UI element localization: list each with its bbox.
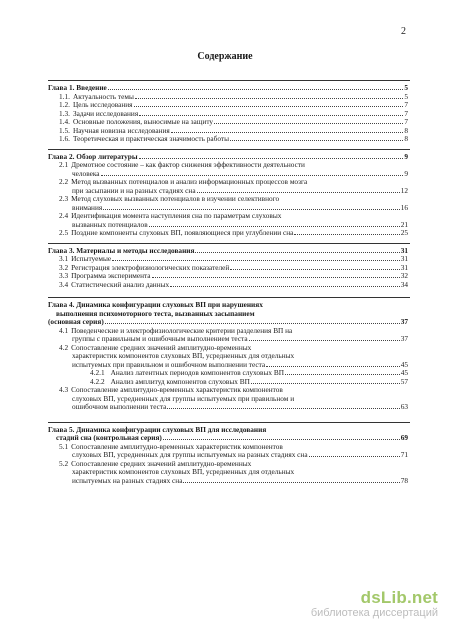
- item-page: 31: [400, 255, 408, 263]
- item-page: 45: [400, 369, 408, 377]
- item-number: 3.2: [59, 263, 69, 272]
- item-number: 5.1: [59, 442, 69, 451]
- table-of-contents: [48, 84, 408, 485]
- item-text: Анализ латентных периодов компонентов слуховых ВП: [110, 369, 285, 377]
- toc-chapter-4[interactable]: [48, 301, 408, 327]
- toc-item-3-2[interactable]: [48, 264, 408, 273]
- watermark: [311, 588, 438, 619]
- item-text-cont: испытуемых при правильном и ошибочном выполнении теста: [72, 360, 266, 369]
- item-text: Метод вызванных потенциалов и анализ информационных процессов мозга: [71, 178, 308, 186]
- item-page: 12: [400, 186, 408, 195]
- item-text: Статистический анализ данных: [71, 280, 170, 289]
- toc-item-3-3[interactable]: [48, 272, 408, 281]
- item-page: 71: [400, 451, 408, 459]
- item-text: Программа эксперимента: [71, 272, 151, 280]
- item-number: 3.1: [59, 255, 69, 263]
- item-page: 9: [404, 169, 408, 178]
- item-page: 5: [404, 92, 408, 101]
- chapter-4-label: Глава 4. Динамика конфигурации слуховых ВП при нарушениях: [48, 301, 263, 309]
- toc-item-4-2-2[interactable]: [48, 378, 408, 387]
- item-text: Сопоставление амплитудно-временных характеристик компонентов: [71, 442, 283, 451]
- toc-item-4-2[interactable]: [48, 344, 408, 370]
- toc-item-2-4[interactable]: [48, 212, 408, 229]
- item-number: 2.2: [59, 178, 69, 186]
- item-number: 4.2.1: [90, 369, 105, 377]
- toc-item-2-5[interactable]: [48, 229, 408, 238]
- toc-item-1-6[interactable]: [48, 135, 408, 144]
- chapter-separator-rule: [48, 149, 410, 150]
- item-number: 1.4.: [59, 118, 70, 126]
- chapter-separator-rule: [48, 422, 410, 423]
- item-page: 8: [404, 135, 408, 143]
- item-text: Задачи исследования: [72, 109, 139, 118]
- toc-item-5-2[interactable]: [48, 460, 408, 486]
- chapter-4-label-cont: выполнения психомоторного теста, вызванных засыпанием: [56, 309, 255, 318]
- item-number: 3.3: [59, 272, 69, 280]
- item-number: 2.4: [59, 212, 69, 220]
- item-text: Регистрация электрофизиологических показателей: [71, 263, 230, 272]
- toc-item-3-1[interactable]: [48, 255, 408, 264]
- item-text-cont: при засыпании и на разных стадиях сна: [72, 186, 196, 195]
- item-page: 7: [404, 101, 408, 109]
- toc-item-2-3[interactable]: [48, 195, 408, 212]
- item-page: 8: [404, 126, 408, 135]
- item-page: 78: [400, 476, 408, 485]
- item-page: 37: [400, 335, 408, 343]
- toc-item-4-3[interactable]: [48, 386, 408, 412]
- toc-item-4-1[interactable]: [48, 327, 408, 344]
- item-number: 1.5.: [59, 126, 70, 135]
- item-text: Испытуемые: [71, 255, 112, 263]
- item-page: 21: [400, 220, 408, 229]
- item-text-cont: группы с правильным и ошибочным выполнением теста: [72, 335, 248, 343]
- toc-chapter-5[interactable]: [48, 426, 408, 443]
- chapter-4-page: 37: [400, 318, 408, 326]
- watermark-subtitle: библиотека диссертаций: [310, 607, 438, 619]
- item-text: Сопоставление амплитудно-временных характеристик компонентов: [71, 386, 283, 394]
- toc-item-3-4[interactable]: [48, 281, 408, 290]
- item-text: Теоретическая и практическая значимость работы: [72, 135, 230, 143]
- item-page: 63: [400, 403, 408, 411]
- item-number: 1.6.: [59, 135, 70, 143]
- toc-item-1-3[interactable]: [48, 110, 408, 119]
- item-number: 1.1.: [59, 92, 70, 101]
- item-page: 31: [400, 263, 408, 272]
- toc-item-2-1[interactable]: [48, 161, 408, 178]
- toc-title: Содержание: [197, 51, 253, 62]
- toc-chapter-2[interactable]: [48, 153, 408, 162]
- chapter-5-label-cont: стадий сна (контрольная серия): [56, 434, 162, 442]
- item-number: 3.4: [59, 280, 69, 289]
- item-page: 57: [400, 377, 408, 386]
- watermark-brand: dsLib.net: [360, 588, 438, 607]
- item-text: Поведенческие и электрофизиологические критерии разделения ВП на: [71, 326, 293, 335]
- item-text: Сопоставление средних значений амплитудно-временных: [71, 459, 252, 468]
- item-page: 7: [404, 109, 408, 118]
- item-number: 2.5: [59, 229, 69, 237]
- item-text: Метод слуховых вызванных потенциалов в изучении селективного: [71, 195, 280, 203]
- item-number: 4.2: [59, 343, 69, 352]
- toc-item-1-1[interactable]: [48, 93, 408, 102]
- item-number: 4.2.2: [90, 377, 105, 386]
- chapter-1-label: Глава 1. Введение: [48, 84, 107, 92]
- item-text: Научная новизна исследования: [72, 126, 170, 135]
- chapter-5-label: Глава 5. Динамика конфигурации слуховых ВП для исследования: [48, 425, 267, 434]
- toc-item-1-2[interactable]: [48, 101, 408, 110]
- item-text-cont: слуховых ВП, усредненных для группы испытуемых при правильном и: [72, 394, 295, 403]
- item-text-cont: внимания: [72, 203, 103, 212]
- item-text: Цель исследования: [72, 101, 133, 109]
- item-number: 2.3: [59, 195, 69, 203]
- item-page: 16: [400, 203, 408, 212]
- chapter-4-label-end: (основная серия): [48, 318, 104, 326]
- item-page: 7: [404, 118, 408, 126]
- toc-item-5-1[interactable]: [48, 443, 408, 460]
- item-number: 1.2.: [59, 101, 70, 109]
- chapter-separator-rule: [48, 243, 410, 244]
- item-number: 1.3.: [59, 109, 70, 118]
- item-text-cont: человека: [72, 169, 100, 178]
- item-text: Актуальность темы: [72, 92, 134, 101]
- chapter-1-page: 5: [404, 84, 408, 92]
- item-text-cont: слуховых ВП, усредненных для группы испытуемых на разных стадиях сна: [72, 451, 308, 459]
- toc-chapter-3[interactable]: [48, 247, 408, 256]
- toc-item-4-2-1[interactable]: [48, 369, 408, 378]
- header-rule: [48, 80, 410, 81]
- toc-item-1-5[interactable]: [48, 127, 408, 136]
- item-text: Анализ амплитуд компонентов слуховых ВП: [110, 377, 250, 386]
- item-text: Сопоставление средних значений амплитудно-временных: [71, 343, 252, 352]
- chapter-5-page: 69: [400, 434, 408, 442]
- chapter-separator-rule: [48, 297, 410, 298]
- item-number: 5.2: [59, 459, 69, 468]
- item-text: Дремотное состояние – как фактор снижения эффективности деятельности: [71, 161, 305, 169]
- chapter-3-page: 31: [400, 246, 408, 255]
- item-page: 45: [400, 360, 408, 369]
- item-text-cont: ошибочном выполнении теста: [72, 403, 167, 411]
- item-text-cont: характеристик компонентов слуховых ВП, усредненных для отдельных: [72, 468, 295, 476]
- item-text: Идентификация момента наступления сна по параметрам слуховых: [71, 212, 282, 220]
- item-page: 34: [400, 280, 408, 289]
- item-text-cont: характеристик компонентов слуховых ВП, усредненных для отдельных: [72, 352, 295, 360]
- item-number: 2.1: [59, 161, 69, 169]
- chapter-2-page: 9: [404, 152, 408, 161]
- item-number: 4.3: [59, 386, 69, 394]
- chapter-2-label: Глава 2. Обзор литературы: [48, 152, 138, 161]
- item-text: Поздние компоненты слуховых ВП, появляющиеся при углублении сна: [71, 229, 294, 237]
- toc-item-2-2[interactable]: [48, 178, 408, 195]
- page-number: 2: [401, 26, 406, 37]
- item-text-cont: испытуемых на разных стадиях сна: [72, 476, 183, 485]
- item-text-cont: вызванных потенциалов: [72, 220, 148, 229]
- toc-item-1-4[interactable]: [48, 118, 408, 127]
- chapter-3-label: Глава 3. Материалы и методы исследования: [48, 246, 195, 255]
- toc-chapter-1[interactable]: [48, 84, 408, 93]
- item-page: 25: [400, 229, 408, 237]
- item-number: 4.1: [59, 326, 69, 335]
- item-page: 32: [400, 272, 408, 280]
- item-text: Основные положения, выносимые на защиту: [72, 118, 214, 126]
